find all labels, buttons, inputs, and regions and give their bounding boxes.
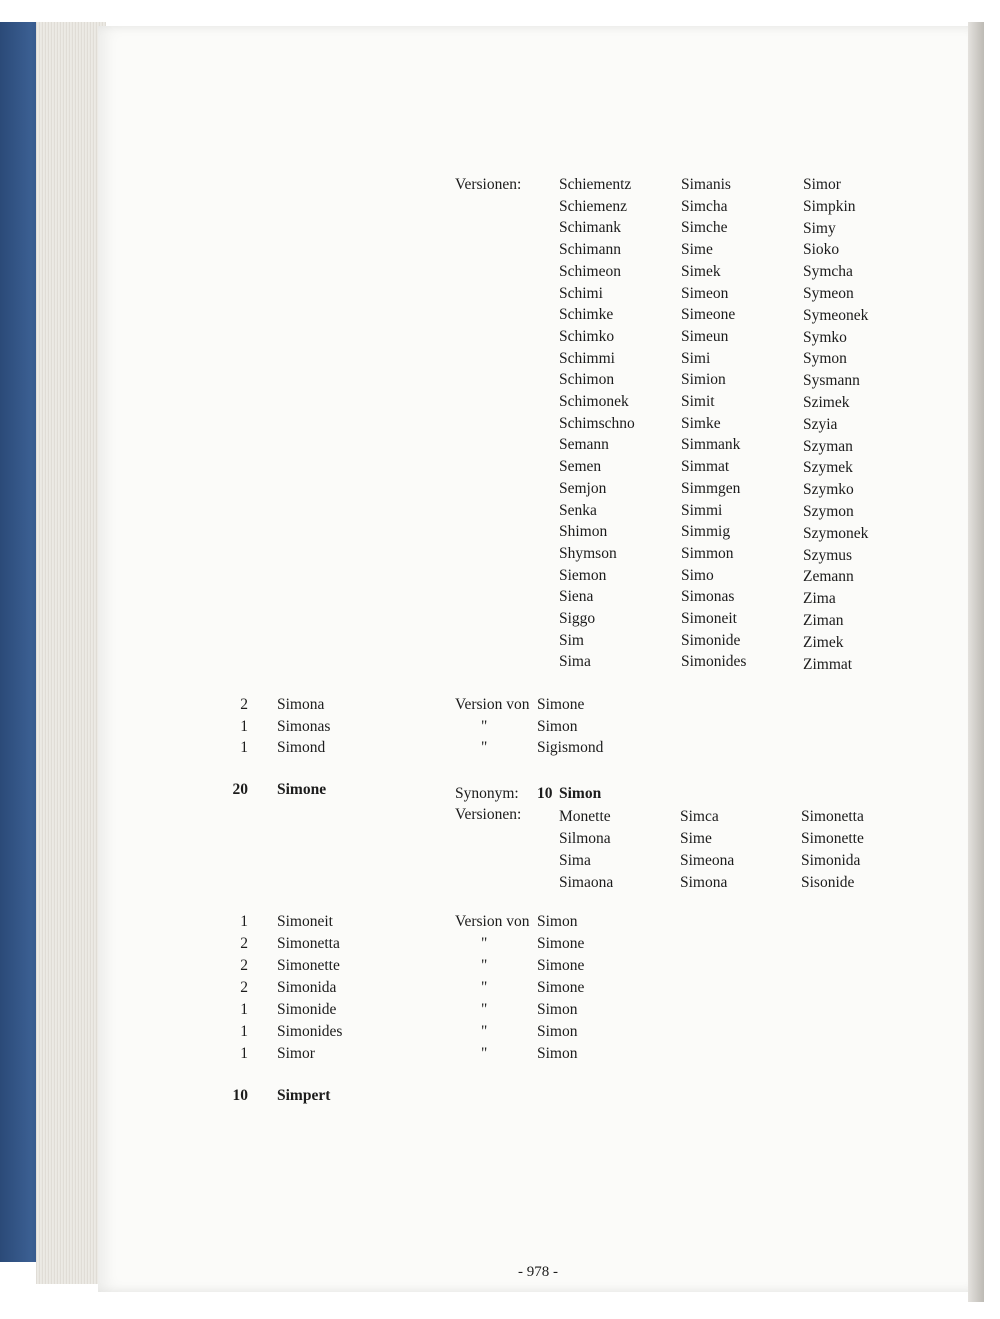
version-name: Schimko	[559, 327, 615, 345]
version-name: Simmat	[681, 458, 730, 476]
versions-label: Versionen:	[455, 806, 522, 823]
version-name: Siena	[559, 588, 594, 606]
version-name: Sime	[681, 241, 713, 259]
page-stack-edge	[36, 22, 106, 1284]
entry-count: 1	[240, 739, 248, 756]
entry-name: Simonette	[277, 957, 340, 974]
version-name: Simoneit	[681, 610, 737, 627]
versions-label: Versionen:	[455, 176, 522, 193]
version-name: Sioko	[803, 241, 840, 259]
entry-note-value: Sigismond	[537, 739, 604, 756]
entry-count: 1	[240, 717, 248, 735]
version-name: Symeon	[803, 285, 854, 302]
entry-name: Simond	[277, 739, 326, 756]
version-name: Simca	[680, 808, 719, 825]
entry-note-value: Simone	[537, 935, 585, 952]
version-name: Szyman	[803, 437, 853, 455]
version-name: Simonides	[681, 653, 747, 671]
entry-name: Simona	[277, 696, 325, 713]
version-name: Szymonek	[803, 524, 869, 542]
version-name: Simona	[680, 874, 728, 891]
version-name: Simonetta	[801, 808, 864, 825]
version-name: Simit	[681, 393, 715, 410]
version-name: Schimmi	[559, 349, 615, 367]
version-name: Szymus	[803, 546, 853, 564]
version-name: Simcha	[681, 197, 728, 215]
synonym-value: Simon	[559, 785, 602, 802]
entry-count: 1	[240, 1045, 248, 1062]
version-name: Szymon	[803, 503, 854, 520]
page-gutter-shadow	[968, 22, 984, 1302]
version-name: Schimke	[559, 306, 614, 324]
version-name: Simaona	[559, 874, 614, 891]
version-name: Sime	[680, 830, 712, 847]
entry-count: 2	[240, 957, 248, 974]
version-name: Schiemenz	[559, 197, 628, 215]
entry-note-value: Simon	[537, 1001, 578, 1018]
version-name: Szymek	[803, 459, 853, 477]
version-name: Simy	[803, 219, 836, 237]
version-name: Simke	[681, 414, 721, 432]
version-name: Schimi	[559, 284, 603, 302]
version-name: Simeone	[681, 306, 736, 324]
version-name: Simmgen	[681, 479, 741, 497]
entry-note-label: "	[481, 979, 488, 996]
version-name: Schiementz	[559, 176, 632, 193]
version-name: Simeon	[681, 284, 729, 302]
entry-name: Simonides	[277, 1023, 343, 1040]
version-name: Simonette	[801, 830, 864, 847]
version-name: Simpkin	[803, 197, 856, 215]
version-name: Simmi	[681, 501, 723, 519]
version-name: Ziman	[803, 612, 844, 629]
version-name: Schimank	[559, 219, 621, 237]
version-name: Simi	[681, 349, 711, 367]
entry-count: 1	[240, 1023, 248, 1040]
entry-name: Simonetta	[277, 935, 340, 952]
version-name: Schimonek	[559, 393, 629, 410]
entry-name: Simonas	[277, 717, 331, 735]
version-name: Sim	[559, 631, 584, 649]
entry-name: Simonide	[277, 1001, 337, 1018]
entry-note-label: "	[481, 717, 488, 735]
entry-name: Simonida	[277, 979, 337, 996]
version-name: Simor	[803, 176, 841, 193]
version-name: Sysmann	[803, 372, 860, 390]
entry-count: 1	[240, 1001, 248, 1018]
entry-note-label: Version von	[455, 696, 530, 713]
version-name: Shymson	[559, 544, 617, 562]
version-name: Simek	[681, 262, 721, 280]
version-name: Sisonide	[801, 874, 855, 891]
version-name: Szyia	[803, 415, 838, 433]
version-name: Schimschno	[559, 414, 635, 432]
version-name: Simonas	[681, 588, 735, 606]
entry-count: 20	[232, 781, 248, 798]
version-name: Sima	[559, 653, 591, 671]
version-name: Sima	[559, 852, 591, 869]
version-name: Simche	[681, 219, 728, 237]
version-name: Schimeon	[559, 262, 621, 280]
version-name: Simonide	[681, 631, 741, 649]
entry-note-value: Simone	[537, 979, 585, 996]
version-name: Simeona	[680, 852, 735, 869]
version-name: Monette	[559, 808, 611, 825]
version-name: Simmank	[681, 436, 741, 454]
synonym-label: Synonym:	[455, 785, 519, 802]
version-name: Symko	[803, 328, 847, 346]
version-name: Simmon	[681, 544, 734, 562]
entry-name: Simoneit	[277, 913, 333, 930]
page-number: - 978 -	[518, 1264, 558, 1280]
version-name: Semann	[559, 436, 609, 454]
entry-count: 2	[240, 979, 248, 996]
version-name: Schimon	[559, 371, 615, 389]
entry-name: Simpert	[277, 1087, 331, 1104]
entry-count: 2	[240, 696, 248, 713]
entry-note-label: "	[481, 1023, 488, 1040]
version-name: Zima	[803, 590, 836, 608]
entry-note-label: Version von	[455, 913, 530, 930]
version-name: Simeun	[681, 327, 729, 345]
version-name: Shimon	[559, 523, 608, 541]
version-name: Siemon	[559, 566, 607, 584]
entry-note-label: "	[481, 739, 488, 756]
version-name: Schimann	[559, 241, 621, 259]
entry-note-value: Simon	[537, 1023, 578, 1040]
entry-note-label: "	[481, 957, 488, 974]
version-name: Silmona	[559, 830, 611, 847]
version-name: Simion	[681, 371, 726, 389]
entry-note-value: Simone	[537, 696, 585, 713]
entry-note-value: Simon	[537, 1045, 578, 1062]
entry-count: 2	[240, 935, 248, 952]
entry-name: Simor	[277, 1045, 315, 1062]
version-name: Senka	[559, 501, 597, 519]
entry-note-label: "	[481, 1001, 488, 1018]
version-name: Simonida	[801, 852, 861, 869]
entry-count: 10	[232, 1087, 248, 1104]
version-name: Zemann	[803, 568, 854, 586]
version-name: Symon	[803, 350, 847, 368]
entry-note-value: Simon	[537, 913, 578, 930]
version-name: Zimek	[803, 633, 844, 651]
entry-note-label: "	[481, 1045, 488, 1062]
entry-note-label: "	[481, 935, 488, 952]
version-name: Simmig	[681, 523, 731, 541]
version-name: Zimmat	[803, 655, 853, 673]
synonym-count: 10	[537, 785, 553, 802]
entry-note-value: Simone	[537, 957, 585, 974]
version-name: Semjon	[559, 479, 607, 497]
entry-note-value: Simon	[537, 717, 578, 735]
version-name: Szimek	[803, 394, 850, 411]
version-name: Symcha	[803, 263, 853, 281]
entry-count: 1	[240, 913, 248, 930]
version-name: Simanis	[681, 176, 731, 193]
version-name: Semen	[559, 458, 602, 476]
version-name: Siggo	[559, 610, 596, 627]
version-name: Symeonek	[803, 306, 869, 324]
version-name: Szymko	[803, 481, 854, 499]
entry-name: Simone	[277, 781, 327, 798]
version-name: Simo	[681, 566, 714, 584]
